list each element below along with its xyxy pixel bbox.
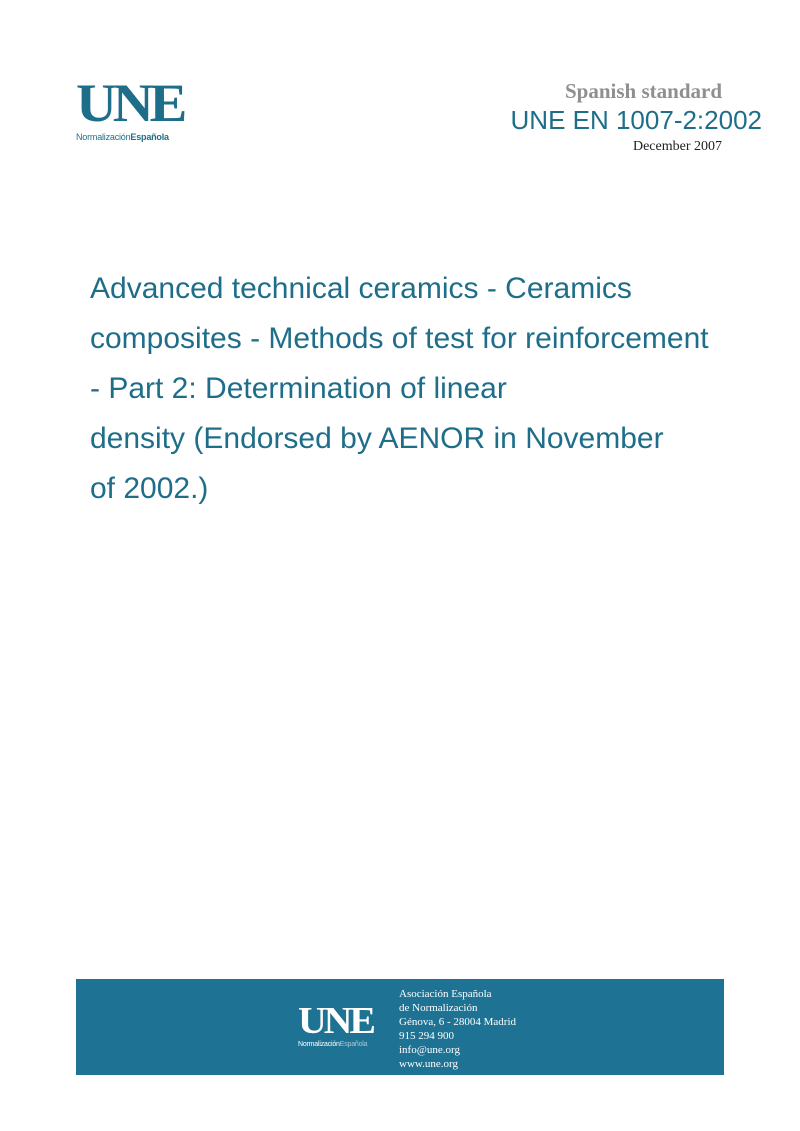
footer-logo-tagline — [298, 1041, 369, 1048]
title-line: of 2002.) — [90, 472, 209, 505]
footer-tagline-part1: Normalización — [298, 1041, 340, 1048]
une-logo — [76, 73, 201, 146]
title-line: Advanced technical ceramics - Ceramics — [90, 272, 632, 305]
tagline-part1: Normalización — [76, 132, 131, 142]
document-title — [90, 264, 770, 514]
footer-logo-mark: UNE — [298, 1000, 373, 1042]
footer-contact — [399, 987, 516, 1071]
title-line: - Part 2: Determination of linear — [90, 372, 507, 405]
title-line: density (Endorsed by AENOR in November — [90, 422, 664, 455]
footer-band — [76, 979, 724, 1075]
une-logo-tagline — [76, 132, 201, 142]
standard-date: December 2007 — [632, 139, 722, 154]
standard-kind: Spanish standard — [565, 79, 722, 103]
title-line: composites - Methods of test for reinforcement — [90, 322, 709, 355]
postal-address: Génova, 6 - 28004 Madrid — [399, 1016, 517, 1028]
email-address: info@une.org — [399, 1044, 460, 1056]
phone-number: 915 294 900 — [399, 1030, 454, 1042]
tagline-part2: Española — [130, 132, 169, 142]
org-name-line1: Asociación Española — [399, 988, 492, 1000]
footer-tagline-part2: Española — [339, 1041, 368, 1048]
standard-header — [510, 78, 762, 158]
standard-code: UNE EN 1007-2:2002 — [510, 105, 762, 135]
org-name-line2: de Normalización — [399, 1002, 478, 1014]
website: www.une.org — [399, 1058, 458, 1070]
une-logo-mark: UNE — [76, 73, 184, 133]
footer-une-logo — [298, 1000, 373, 1048]
